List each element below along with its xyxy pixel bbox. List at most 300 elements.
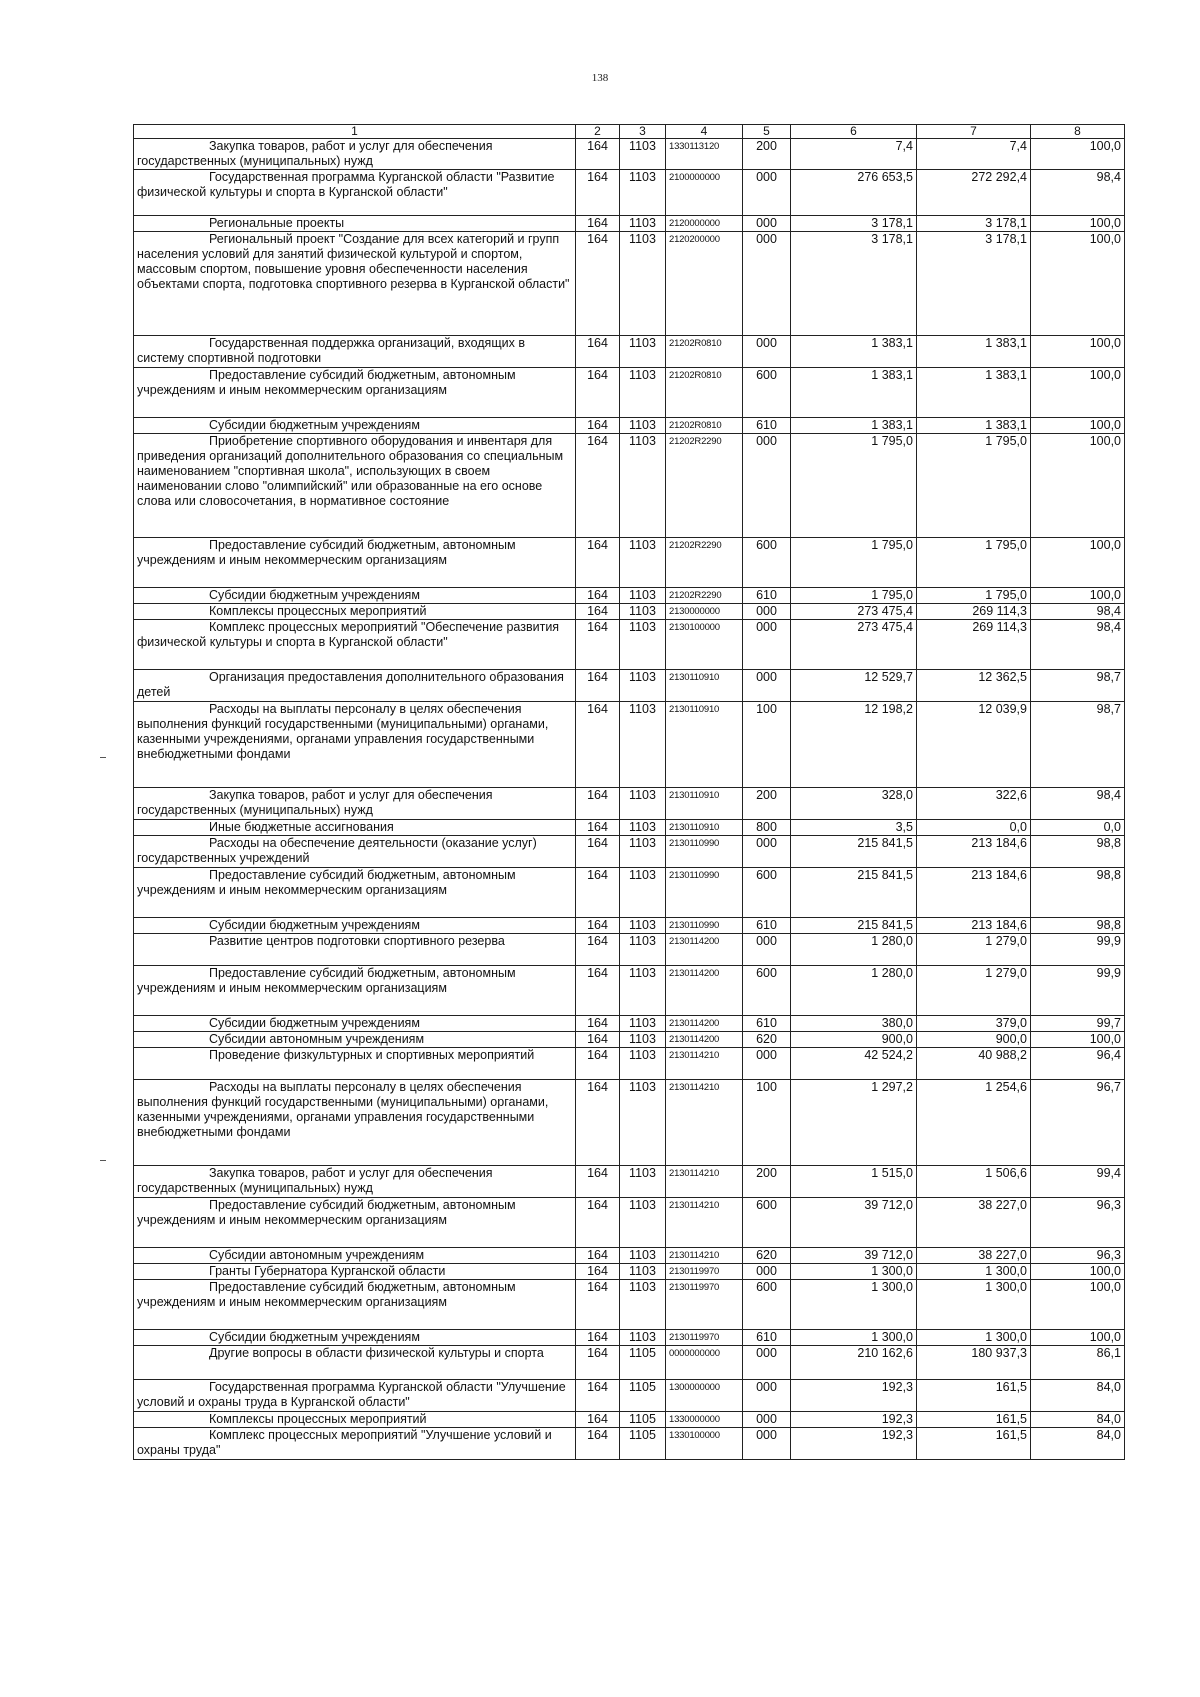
dept-code-cell: 164 [576, 1248, 620, 1264]
actual-amount-cell: 322,6 [917, 788, 1031, 820]
item-name-text: Организация предоставления дополнительного образования детей [137, 670, 564, 699]
actual-amount-cell: 1 795,0 [917, 434, 1031, 538]
item-name-cell [134, 1330, 576, 1346]
planned-amount-cell: 1 795,0 [791, 538, 917, 588]
section-code-cell: 1103 [620, 868, 666, 918]
item-name-cell [134, 702, 576, 788]
item-name-cell [134, 1428, 576, 1460]
dept-code-cell: 164 [576, 1428, 620, 1460]
dept-code-cell: 164 [576, 139, 620, 170]
item-name-text: Субсидии бюджетным учреждениям [209, 588, 420, 602]
target-article-cell: 21202R2290 [666, 538, 743, 588]
planned-amount-cell: 210 162,6 [791, 1346, 917, 1380]
actual-amount-cell: 1 300,0 [917, 1330, 1031, 1346]
actual-amount-cell: 1 795,0 [917, 588, 1031, 604]
margin-mark [100, 757, 106, 758]
section-code-cell: 1103 [620, 170, 666, 216]
item-name-text: Комплексы процессных мероприятий [209, 604, 427, 618]
planned-amount-cell: 276 653,5 [791, 170, 917, 216]
item-name-text: Региональные проекты [209, 216, 345, 230]
header-cell: 8 [1031, 125, 1125, 139]
target-article-cell: 2100000000 [666, 170, 743, 216]
execution-percent-cell: 98,8 [1031, 836, 1125, 868]
header-cell: 6 [791, 125, 917, 139]
item-name-cell [134, 139, 576, 170]
table-row [134, 139, 1125, 170]
expense-type-cell: 600 [743, 1280, 791, 1330]
expense-type-cell: 000 [743, 434, 791, 538]
expense-type-cell: 100 [743, 1080, 791, 1166]
planned-amount-cell: 1 383,1 [791, 336, 917, 368]
expense-type-cell: 000 [743, 1380, 791, 1412]
actual-amount-cell: 1 279,0 [917, 966, 1031, 1016]
dept-code-cell: 164 [576, 918, 620, 934]
section-code-cell: 1103 [620, 934, 666, 966]
section-code-cell: 1103 [620, 1016, 666, 1032]
section-code-cell: 1105 [620, 1380, 666, 1412]
target-article-cell: 2130114210 [666, 1048, 743, 1080]
target-article-cell: 2130110990 [666, 868, 743, 918]
item-name-cell [134, 216, 576, 232]
item-name-text: Иные бюджетные ассигнования [209, 820, 394, 834]
dept-code-cell: 164 [576, 1080, 620, 1166]
execution-percent-cell: 99,9 [1031, 934, 1125, 966]
planned-amount-cell: 1 300,0 [791, 1280, 917, 1330]
section-code-cell: 1103 [620, 670, 666, 702]
target-article-cell: 2130100000 [666, 620, 743, 670]
planned-amount-cell: 1 383,1 [791, 368, 917, 418]
item-name-cell [134, 1048, 576, 1080]
planned-amount-cell: 12 198,2 [791, 702, 917, 788]
planned-amount-cell: 39 712,0 [791, 1198, 917, 1248]
planned-amount-cell: 328,0 [791, 788, 917, 820]
dept-code-cell: 164 [576, 588, 620, 604]
item-name-text: Предоставление субсидий бюджетным, автономным учреждениям и иным некоммерческим организациям [137, 368, 516, 397]
section-code-cell: 1103 [620, 336, 666, 368]
execution-percent-cell: 99,9 [1031, 966, 1125, 1016]
execution-percent-cell: 98,7 [1031, 702, 1125, 788]
execution-percent-cell: 96,3 [1031, 1248, 1125, 1264]
expense-type-cell: 620 [743, 1032, 791, 1048]
planned-amount-cell: 1 515,0 [791, 1166, 917, 1198]
expense-type-cell: 000 [743, 232, 791, 336]
planned-amount-cell: 42 524,2 [791, 1048, 917, 1080]
dept-code-cell: 164 [576, 966, 620, 1016]
table-row [134, 434, 1125, 538]
actual-amount-cell: 1 254,6 [917, 1080, 1031, 1166]
item-name-text: Закупка товаров, работ и услуг для обеспечения государственных (муниципальных) нужд [137, 788, 493, 817]
margin-mark [100, 1160, 106, 1161]
target-article-cell: 2130114200 [666, 1016, 743, 1032]
actual-amount-cell: 3 178,1 [917, 232, 1031, 336]
execution-percent-cell: 100,0 [1031, 1330, 1125, 1346]
execution-percent-cell: 100,0 [1031, 434, 1125, 538]
header-cell: 2 [576, 125, 620, 139]
item-name-text: Предоставление субсидий бюджетным, автономным учреждениям и иным некоммерческим организациям [137, 1280, 516, 1309]
item-name-cell [134, 1412, 576, 1428]
expense-type-cell: 610 [743, 1330, 791, 1346]
section-code-cell: 1103 [620, 434, 666, 538]
item-name-cell [134, 232, 576, 336]
dept-code-cell: 164 [576, 216, 620, 232]
section-code-cell: 1103 [620, 604, 666, 620]
target-article-cell: 1300000000 [666, 1380, 743, 1412]
execution-percent-cell: 100,0 [1031, 139, 1125, 170]
section-code-cell: 1103 [620, 1198, 666, 1248]
item-name-cell [134, 1080, 576, 1166]
table-row [134, 868, 1125, 918]
section-code-cell: 1103 [620, 1080, 666, 1166]
item-name-text: Расходы на обеспечение деятельности (оказание услуг) государственных учреждений [137, 836, 537, 865]
item-name-cell [134, 1346, 576, 1380]
actual-amount-cell: 161,5 [917, 1412, 1031, 1428]
section-code-cell: 1103 [620, 820, 666, 836]
item-name-text: Предоставление субсидий бюджетным, автономным учреждениям и иным некоммерческим организациям [137, 538, 516, 567]
target-article-cell: 2130114210 [666, 1198, 743, 1248]
dept-code-cell: 164 [576, 604, 620, 620]
actual-amount-cell: 213 184,6 [917, 836, 1031, 868]
item-name-text: Комплексы процессных мероприятий [209, 1412, 427, 1426]
table-row [134, 820, 1125, 836]
target-article-cell: 1330113120 [666, 139, 743, 170]
actual-amount-cell: 269 114,3 [917, 604, 1031, 620]
execution-percent-cell: 98,7 [1031, 670, 1125, 702]
item-name-cell [134, 1198, 576, 1248]
item-name-cell [134, 670, 576, 702]
actual-amount-cell: 269 114,3 [917, 620, 1031, 670]
actual-amount-cell: 3 178,1 [917, 216, 1031, 232]
dept-code-cell: 164 [576, 868, 620, 918]
item-name-cell [134, 418, 576, 434]
item-name-text: Субсидии бюджетным учреждениям [209, 1016, 420, 1030]
target-article-cell: 1330100000 [666, 1428, 743, 1460]
table-row [134, 670, 1125, 702]
item-name-text: Развитие центров подготовки спортивного резерва [209, 934, 505, 948]
target-article-cell: 0000000000 [666, 1346, 743, 1380]
expense-type-cell: 000 [743, 216, 791, 232]
execution-percent-cell: 100,0 [1031, 418, 1125, 434]
dept-code-cell: 164 [576, 1198, 620, 1248]
item-name-cell [134, 820, 576, 836]
dept-code-cell: 164 [576, 1032, 620, 1048]
section-code-cell: 1103 [620, 1280, 666, 1330]
section-code-cell: 1105 [620, 1428, 666, 1460]
section-code-cell: 1105 [620, 1412, 666, 1428]
planned-amount-cell: 215 841,5 [791, 868, 917, 918]
section-code-cell: 1103 [620, 1330, 666, 1346]
target-article-cell: 2130114210 [666, 1080, 743, 1166]
actual-amount-cell: 1 383,1 [917, 368, 1031, 418]
actual-amount-cell: 40 988,2 [917, 1048, 1031, 1080]
table-row [134, 934, 1125, 966]
execution-percent-cell: 98,4 [1031, 788, 1125, 820]
item-name-cell [134, 1248, 576, 1264]
table-row [134, 620, 1125, 670]
actual-amount-cell: 213 184,6 [917, 868, 1031, 918]
item-name-cell [134, 620, 576, 670]
header-cell: 1 [134, 125, 576, 139]
execution-percent-cell: 100,0 [1031, 588, 1125, 604]
target-article-cell: 2120200000 [666, 232, 743, 336]
planned-amount-cell: 900,0 [791, 1032, 917, 1048]
section-code-cell: 1105 [620, 1346, 666, 1380]
item-name-text: Закупка товаров, работ и услуг для обеспечения государственных (муниципальных) нужд [137, 1166, 493, 1195]
expense-type-cell: 000 [743, 670, 791, 702]
table-row [134, 170, 1125, 216]
section-code-cell: 1103 [620, 538, 666, 588]
table-row [134, 1264, 1125, 1280]
section-code-cell: 1103 [620, 788, 666, 820]
actual-amount-cell: 1 300,0 [917, 1264, 1031, 1280]
planned-amount-cell: 1 300,0 [791, 1264, 917, 1280]
table-row [134, 918, 1125, 934]
section-code-cell: 1103 [620, 620, 666, 670]
table-row [134, 336, 1125, 368]
actual-amount-cell: 161,5 [917, 1428, 1031, 1460]
dept-code-cell: 164 [576, 934, 620, 966]
execution-percent-cell: 84,0 [1031, 1380, 1125, 1412]
target-article-cell: 2130114200 [666, 1032, 743, 1048]
expense-type-cell: 600 [743, 538, 791, 588]
item-name-cell [134, 336, 576, 368]
item-name-text: Комплекс процессных мероприятий "Обеспечение развития физической культуры и спорта в Курганской области" [137, 620, 560, 649]
table-row [134, 588, 1125, 604]
target-article-cell: 21202R0810 [666, 336, 743, 368]
dept-code-cell: 164 [576, 538, 620, 588]
expense-type-cell: 610 [743, 918, 791, 934]
dept-code-cell: 164 [576, 670, 620, 702]
section-code-cell: 1103 [620, 918, 666, 934]
table-row [134, 966, 1125, 1016]
page-number: 138 [591, 72, 609, 84]
item-name-text: Расходы на выплаты персоналу в целях обеспечения выполнения функций государственными (муниципальными) органами, казенными учреждениями, органами управления государственными внебюджетными фондами [137, 702, 549, 761]
target-article-cell: 2130114210 [666, 1166, 743, 1198]
execution-percent-cell: 96,4 [1031, 1048, 1125, 1080]
item-name-text: Субсидии бюджетным учреждениям [209, 418, 420, 432]
item-name-cell [134, 1032, 576, 1048]
actual-amount-cell: 213 184,6 [917, 918, 1031, 934]
expense-type-cell: 600 [743, 868, 791, 918]
dept-code-cell: 164 [576, 336, 620, 368]
item-name-text: Проведение физкультурных и спортивных мероприятий [209, 1048, 535, 1062]
execution-percent-cell: 84,0 [1031, 1428, 1125, 1460]
expense-type-cell: 620 [743, 1248, 791, 1264]
table-row [134, 1330, 1125, 1346]
execution-percent-cell: 100,0 [1031, 1280, 1125, 1330]
execution-percent-cell: 86,1 [1031, 1346, 1125, 1380]
section-code-cell: 1103 [620, 216, 666, 232]
target-article-cell: 2130114200 [666, 966, 743, 1016]
execution-percent-cell: 99,7 [1031, 1016, 1125, 1032]
execution-percent-cell: 100,0 [1031, 538, 1125, 588]
expense-type-cell: 000 [743, 1428, 791, 1460]
dept-code-cell: 164 [576, 232, 620, 336]
dept-code-cell: 164 [576, 1330, 620, 1346]
expense-type-cell: 000 [743, 836, 791, 868]
expense-type-cell: 100 [743, 702, 791, 788]
dept-code-cell: 164 [576, 1048, 620, 1080]
expense-type-cell: 000 [743, 170, 791, 216]
target-article-cell: 2130119970 [666, 1330, 743, 1346]
section-code-cell: 1103 [620, 1264, 666, 1280]
table-row [134, 1248, 1125, 1264]
target-article-cell: 2130114210 [666, 1248, 743, 1264]
section-code-cell: 1103 [620, 1048, 666, 1080]
item-name-text: Государственная поддержка организаций, входящих в систему спортивной подготовки [137, 336, 525, 365]
section-code-cell: 1103 [620, 1166, 666, 1198]
table-row [134, 836, 1125, 868]
table-row [134, 1346, 1125, 1380]
execution-percent-cell: 98,4 [1031, 170, 1125, 216]
dept-code-cell: 164 [576, 702, 620, 788]
item-name-cell [134, 1264, 576, 1280]
item-name-cell [134, 788, 576, 820]
target-article-cell: 1330000000 [666, 1412, 743, 1428]
item-name-text: Субсидии бюджетным учреждениям [209, 1330, 420, 1344]
dept-code-cell: 164 [576, 368, 620, 418]
section-code-cell: 1103 [620, 418, 666, 434]
item-name-cell [134, 538, 576, 588]
actual-amount-cell: 1 300,0 [917, 1280, 1031, 1330]
execution-percent-cell: 98,8 [1031, 868, 1125, 918]
target-article-cell: 2130110990 [666, 836, 743, 868]
section-code-cell: 1103 [620, 1248, 666, 1264]
planned-amount-cell: 1 297,2 [791, 1080, 917, 1166]
dept-code-cell: 164 [576, 1380, 620, 1412]
item-name-cell [134, 604, 576, 620]
planned-amount-cell: 3 178,1 [791, 232, 917, 336]
planned-amount-cell: 1 795,0 [791, 434, 917, 538]
section-code-cell: 1103 [620, 139, 666, 170]
execution-percent-cell: 98,8 [1031, 918, 1125, 934]
target-article-cell: 21202R2290 [666, 588, 743, 604]
item-name-text: Государственная программа Курганской области "Улучшение условий и охраны труда в Курганской области" [137, 1380, 566, 1409]
table-row [134, 1280, 1125, 1330]
dept-code-cell: 164 [576, 434, 620, 538]
actual-amount-cell: 12 362,5 [917, 670, 1031, 702]
item-name-text: Приобретение спортивного оборудования и инвентаря для приведения организаций дополнительного образования со специальным наименованием "спортивная школа", использующих в своем наименовании слово "олимпийский" или образованные на его основе слова или словосочетания, в нормативное состояние [137, 434, 564, 508]
item-name-cell [134, 1380, 576, 1412]
planned-amount-cell: 273 475,4 [791, 604, 917, 620]
item-name-cell [134, 170, 576, 216]
expense-type-cell: 800 [743, 820, 791, 836]
table-row [134, 1032, 1125, 1048]
item-name-text: Закупка товаров, работ и услуг для обеспечения государственных (муниципальных) нужд [137, 139, 493, 168]
item-name-cell [134, 868, 576, 918]
item-name-text: Государственная программа Курганской области "Развитие физической культуры и спорта в Курганской области" [137, 170, 555, 199]
dept-code-cell: 164 [576, 788, 620, 820]
table-row [134, 1166, 1125, 1198]
item-name-cell [134, 1166, 576, 1198]
dept-code-cell: 164 [576, 820, 620, 836]
table-row [134, 538, 1125, 588]
planned-amount-cell: 192,3 [791, 1380, 917, 1412]
item-name-cell [134, 1280, 576, 1330]
table-row [134, 1016, 1125, 1032]
item-name-text: Расходы на выплаты персоналу в целях обеспечения выполнения функций государственными (муниципальными) органами, казенными учреждениями, органами управления государственными внебюджетными фондами [137, 1080, 549, 1139]
target-article-cell: 2130119970 [666, 1264, 743, 1280]
execution-percent-cell: 99,4 [1031, 1166, 1125, 1198]
table-row [134, 232, 1125, 336]
execution-percent-cell: 96,3 [1031, 1198, 1125, 1248]
actual-amount-cell: 1 383,1 [917, 336, 1031, 368]
table-row [134, 702, 1125, 788]
target-article-cell: 2130110990 [666, 918, 743, 934]
execution-percent-cell: 100,0 [1031, 1264, 1125, 1280]
planned-amount-cell: 380,0 [791, 1016, 917, 1032]
header-cell: 3 [620, 125, 666, 139]
execution-percent-cell: 98,4 [1031, 620, 1125, 670]
section-code-cell: 1103 [620, 588, 666, 604]
table-row [134, 216, 1125, 232]
actual-amount-cell: 1 279,0 [917, 934, 1031, 966]
table-row [134, 1048, 1125, 1080]
item-name-text: Гранты Губернатора Курганской области [209, 1264, 446, 1278]
expense-type-cell: 610 [743, 418, 791, 434]
planned-amount-cell: 1 300,0 [791, 1330, 917, 1346]
expense-type-cell: 000 [743, 1346, 791, 1380]
planned-amount-cell: 12 529,7 [791, 670, 917, 702]
actual-amount-cell: 38 227,0 [917, 1198, 1031, 1248]
dept-code-cell: 164 [576, 620, 620, 670]
target-article-cell: 2130110910 [666, 702, 743, 788]
item-name-text: Субсидии автономным учреждениям [209, 1248, 425, 1262]
item-name-cell [134, 434, 576, 538]
item-name-text: Предоставление субсидий бюджетным, автономным учреждениям и иным некоммерческим организациям [137, 868, 516, 897]
actual-amount-cell: 12 039,9 [917, 702, 1031, 788]
execution-percent-cell: 100,0 [1031, 232, 1125, 336]
header-row [134, 125, 1125, 139]
item-name-cell [134, 966, 576, 1016]
expense-type-cell: 000 [743, 1412, 791, 1428]
expense-type-cell: 000 [743, 336, 791, 368]
actual-amount-cell: 0,0 [917, 820, 1031, 836]
table-row [134, 1412, 1125, 1428]
table-row [134, 418, 1125, 434]
planned-amount-cell: 1 795,0 [791, 588, 917, 604]
item-name-cell [134, 1016, 576, 1032]
actual-amount-cell: 272 292,4 [917, 170, 1031, 216]
expense-type-cell: 200 [743, 788, 791, 820]
expense-type-cell: 200 [743, 1166, 791, 1198]
execution-percent-cell: 84,0 [1031, 1412, 1125, 1428]
actual-amount-cell: 1 506,6 [917, 1166, 1031, 1198]
table-row [134, 604, 1125, 620]
expense-type-cell: 000 [743, 620, 791, 670]
item-name-text: Субсидии автономным учреждениям [209, 1032, 425, 1046]
actual-amount-cell: 161,5 [917, 1380, 1031, 1412]
actual-amount-cell: 38 227,0 [917, 1248, 1031, 1264]
planned-amount-cell: 3,5 [791, 820, 917, 836]
execution-percent-cell: 100,0 [1031, 1032, 1125, 1048]
table-row [134, 368, 1125, 418]
item-name-text: Предоставление субсидий бюджетным, автономным учреждениям и иным некоммерческим организациям [137, 966, 516, 995]
dept-code-cell: 164 [576, 170, 620, 216]
expense-type-cell: 200 [743, 139, 791, 170]
section-code-cell: 1103 [620, 368, 666, 418]
target-article-cell: 2130110910 [666, 670, 743, 702]
item-name-text: Субсидии бюджетным учреждениям [209, 918, 420, 932]
table-row [134, 788, 1125, 820]
budget-table [133, 124, 1125, 1460]
header-cell: 4 [666, 125, 743, 139]
item-name-text: Региональный проект "Создание для всех категорий и групп населения условий для занятий физической культурой и спортом, массовым спортом, повышение уровня обеспеченности населения объектами спорта, подготовка спортивного резерва в Курганской области" [137, 232, 570, 291]
target-article-cell: 21202R0810 [666, 418, 743, 434]
dept-code-cell: 164 [576, 1264, 620, 1280]
table-row [134, 1198, 1125, 1248]
planned-amount-cell: 3 178,1 [791, 216, 917, 232]
actual-amount-cell: 1 795,0 [917, 538, 1031, 588]
